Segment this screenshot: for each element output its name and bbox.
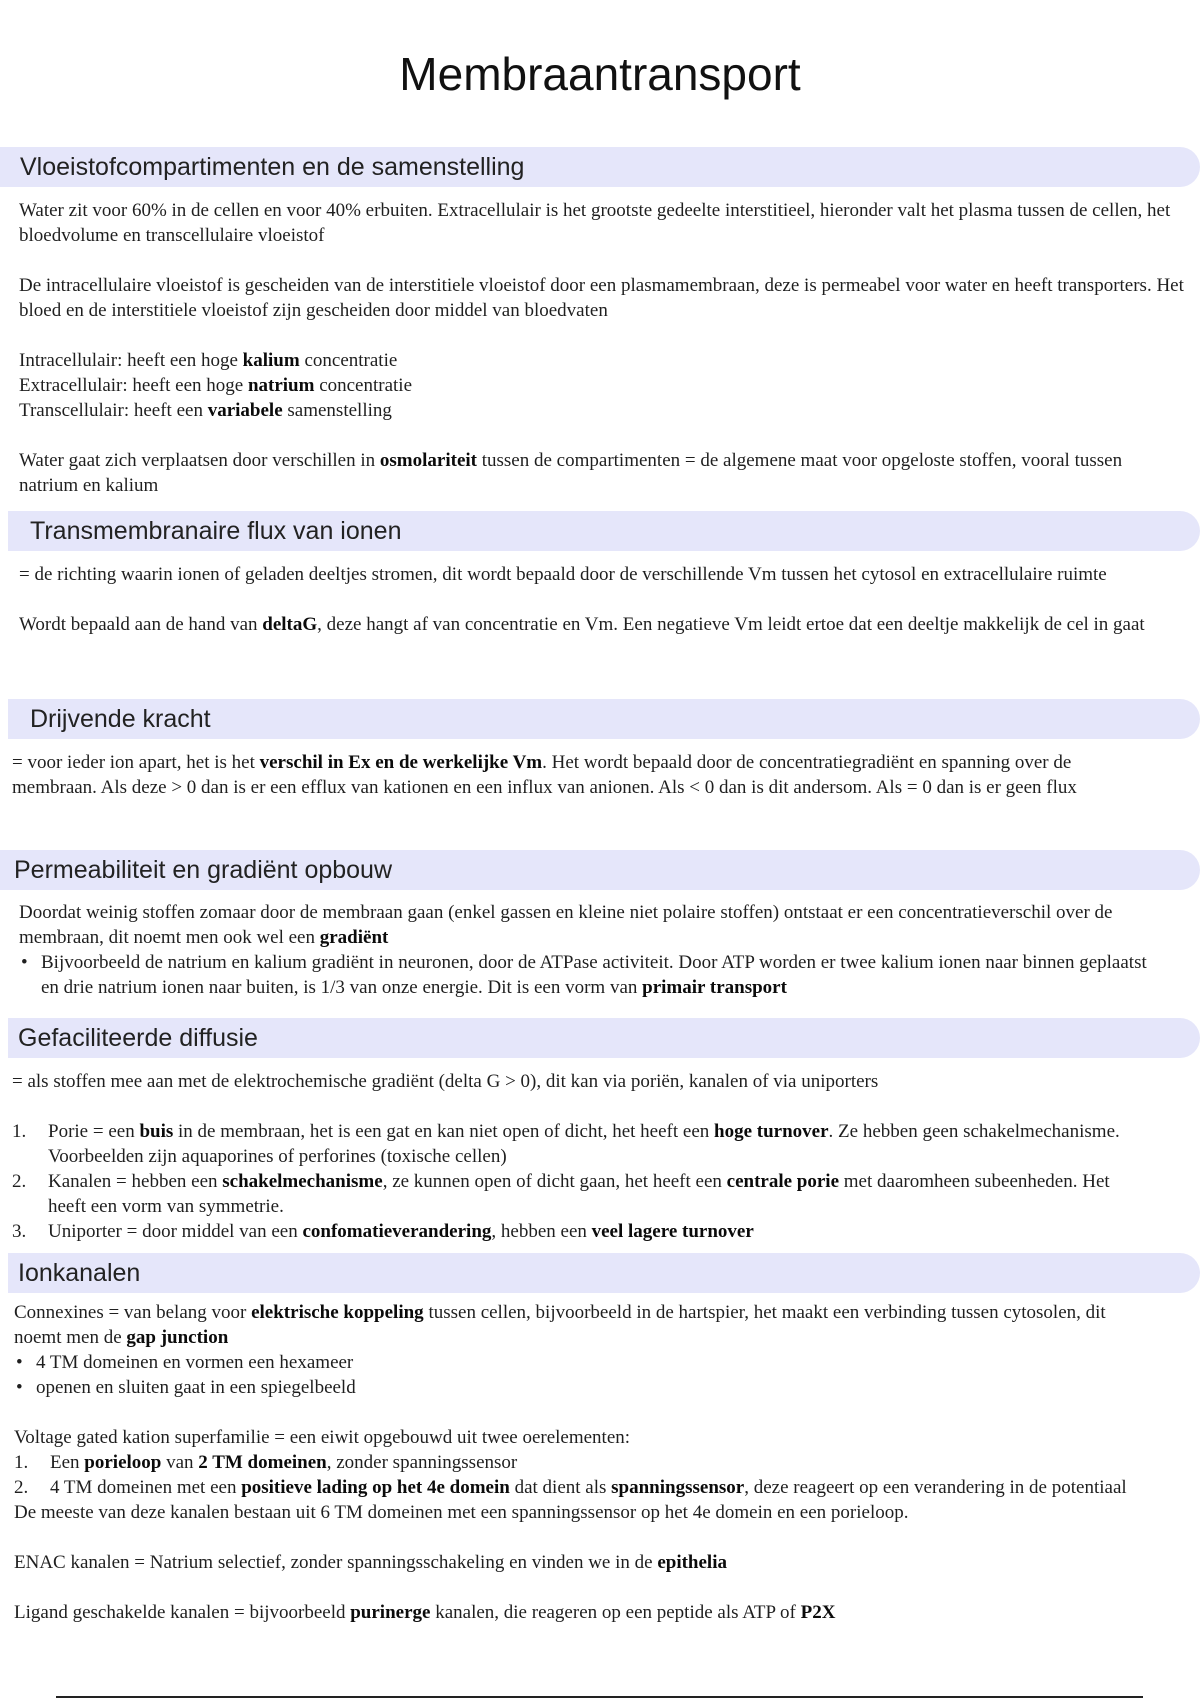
line-intracellular: Intracellulair: heeft een hoge kalium concentratie [19, 350, 398, 371]
list-item: • Bijvoorbeeld de natrium en kalium gradiënt in neuronen, door de ATPase activiteit. Door ATP worden er twee kalium ionen naar binnen geplaatst en drie natrium ionen naar buiten, is 1/3 van onze energie. Dit is een vorm van primair transport [19, 950, 1159, 1000]
list-item: 3. Uniporter = door middel van een confomatieverandering, hebben een veel lagere turnover [12, 1221, 754, 1242]
bottom-divider [56, 1696, 1143, 1698]
paragraph: = de richting waarin ionen of geladen deeltjes stromen, dit wordt bepaald door de verschillende Vm tussen het cytosol en extracellulaire ruimte [19, 564, 1107, 585]
section-heading-ion-channels: Ionkanalen [8, 1253, 1200, 1293]
paragraph: ENAC kanalen = Natrium selectief, zonder spanningsschakeling en vinden we in de epithelia [14, 1552, 727, 1573]
section-heading-driving-force: Drijvende kracht [8, 699, 1200, 739]
list-item: • 4 TM domeinen en vormen een hexameer [14, 1350, 1134, 1375]
paragraph: De intracellulaire vloeistof is gescheiden van de interstitiele vloeistof door een plasmamembraan, deze is permeabel voor water en heeft transporters. Het bloed en de interstitiele vloeistof zijn gescheiden door middel van bloedvaten [19, 275, 1184, 321]
list-item: 1. Porie = een buis in de membraan, het is een gat en kan niet open of dicht, het heeft een hoge turnover. Ze hebben geen schakelmechanisme. Voorbeelden zijn aquaporines of perforines (toxische cellen) [12, 1121, 1120, 1167]
paragraph: Wordt bepaald aan de hand van deltaG, deze hangt af van concentratie en Vm. Een negatieve Vm leidt ertoe dat een deeltje makkelijk de cel in gaat [19, 614, 1145, 635]
paragraph: Voltage gated kation superfamilie = een eiwit opgebouwd uit twee oerelementen: [14, 1427, 631, 1448]
line-transcellular: Transcellulair: heeft een variabele samenstelling [19, 400, 392, 421]
paragraph: De meeste van deze kanalen bestaan uit 6 TM domeinen met een spanningssensor op het 4e domein en een porieloop. [14, 1502, 909, 1523]
line-extracellular: Extracellulair: heeft een hoge natrium concentratie [19, 375, 413, 396]
section-body-permeability [19, 900, 1159, 1000]
section-heading-compartments: Vloeistofcompartimenten en de samenstelling [0, 147, 1200, 187]
section-heading-facilitated-diffusion: Gefaciliteerde diffusie [8, 1018, 1200, 1058]
section-body-compartments [19, 198, 1184, 498]
section-heading-flux: Transmembranaire flux van ionen [8, 511, 1200, 551]
paragraph: Connexines = van belang voor elektrische koppeling tussen cellen, bijvoorbeeld in de hartspier, het maakt een verbinding tussen cytosolen, dit noemt men de gap junction [14, 1302, 1106, 1348]
section-body-facilitated-diffusion [12, 1069, 1152, 1244]
list-item: 1. Een porieloop van 2 TM domeinen, zonder spanningssensor [14, 1452, 518, 1473]
paragraph: Ligand geschakelde kanalen = bijvoorbeeld purinerge kanalen, die reageren op een peptide als ATP of P2X [14, 1602, 836, 1623]
document-title: Membraantransport [399, 48, 801, 100]
list-item: 2. Kanalen = hebben een schakelmechanisme, ze kunnen open of dicht gaan, het heeft een centrale porie met daaromheen subeenheden. Het heeft een vorm van symmetrie. [12, 1171, 1110, 1217]
section-heading-permeability: Permeabiliteit en gradiënt opbouw [0, 850, 1200, 890]
paragraph: Water zit voor 60% in de cellen en voor 40% erbuiten. Extracellulair is het grootste gedeelte interstitieel, hieronder valt het plasma tussen de cellen, het bloedvolume en transcellulaire vloeistof [19, 200, 1171, 246]
list-item: • openen en sluiten gaat in een spiegelbeeld [14, 1375, 1134, 1400]
paragraph: Water gaat zich verplaatsen door verschillen in osmolariteit tussen de compartimenten = de algemene maat voor opgeloste stoffen, vooral tussen natrium en kalium [19, 450, 1123, 496]
section-body-ion-channels [14, 1300, 1134, 1625]
paragraph: = als stoffen mee aan met de elektrochemische gradiënt (delta G > 0), dit kan via poriën, kanalen of via uniporters [12, 1071, 879, 1092]
section-body-driving-force [12, 750, 1122, 800]
section-body-flux [19, 562, 1184, 637]
paragraph: = voor ieder ion apart, het is het verschil in Ex en de werkelijke Vm. Het wordt bepaald door de concentratiegradiënt en spanning over de membraan. Als deze > 0 dan is er een efflux van kationen en een influx van anionen. Als < 0 dan is dit andersom. Als = 0 dan is er geen flux [12, 752, 1077, 798]
paragraph: Doordat weinig stoffen zomaar door de membraan gaan (enkel gassen en kleine niet polaire stoffen) ontstaat er een concentratieverschil over de membraan, dit noemt men ook wel een gradiënt [19, 902, 1113, 948]
list-item: 2. 4 TM domeinen met een positieve lading op het 4e domein dat dient als spanningssensor, deze reageert op een verandering in de potentiaal [14, 1477, 1127, 1498]
